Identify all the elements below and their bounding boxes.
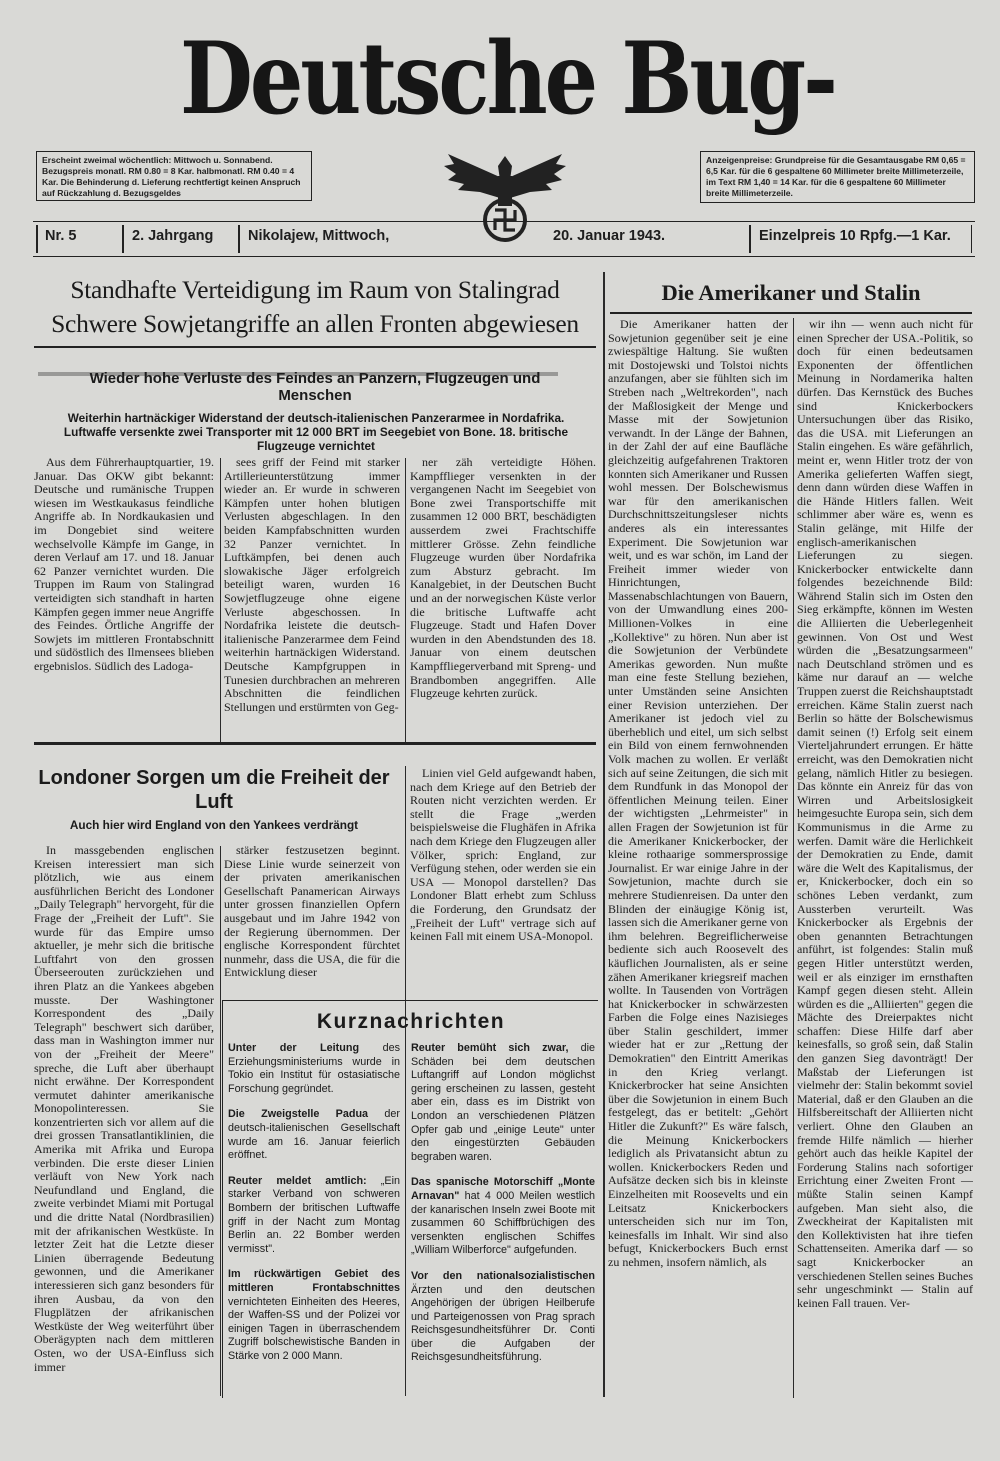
lead-column-3-text: ner zäh verteidigte Höhen. Kampfflieger versenkten in der vergangenen Nacht im Seegebiet von Bone zwei Transportschiffe mit zusammen 12 000 BRT, beschädigten ausserdem zwei Frachtschiffe mittlerer Grösse. Zehn feindliche Flugzeuge wurden über Nordafrika zum Absturz gebracht. Im Kanalgebiet, in der Deutschen Bucht und an der norwegischen Küste verlor die britische Luftwaffe acht Flugzeuge. Stadt und Hafen Dover wurden in den Abendstunden des 18. Januar von einem deutschen Kampffliegerverband mit Spreng- und Brandbomben angegriffen. Alle Flugzeuge kehrten zurück. <box>410 456 596 701</box>
headline-rule <box>610 312 972 314</box>
column-rule <box>603 272 605 1397</box>
dateline-bar <box>33 221 975 257</box>
volume-year: 2. Jahrgang <box>132 228 214 244</box>
short-news-item <box>411 1176 595 1258</box>
short-news-item <box>228 1175 400 1257</box>
headline-rule <box>34 346 596 348</box>
lead-column-1 <box>34 456 214 748</box>
right-headline: Die Amerikaner und Stalin <box>661 280 921 305</box>
lead-column-2-text: sees griff der Feind mit starker Artillerieunterstützung immer wieder an. Er wurde in schweren Kämpfen unter hohen blutigen Verlusten abgeschlagen. In den beiden Kampfabschnitten wurden 32 Panzer vernichtet. In Luftkämpfen, bei denen auch slowakische Jäger erfolgreich beteiligt waren, wurden 16 Sowjetflugzeuge ohne eigene Verluste abgeschossen. In Nordafrika leistete die deutsch-italienische Panzerarmee dem Feind weiterhin hartnäckigen Widerstand. Deutsche Kampfgruppen in Tunesien durchbrachen an mehreren Abschnitten die feindlichen Stellungen und erstürmten von Geg- <box>224 456 400 714</box>
right-column-1-text: Die Amerikaner hatten der Sowjetunion gegenüber seit je eine zwiespältige Haltung. Sie wußten mit Dostojewski und Tolstoi nichts anzufangen, aber sie fühlten sich im Streben nach „Weltrekorden", nach der Maßlosigkeit der Menge und Masse mit der Sowjetunion verwandt. In der Länge der Bahnen, in der Zahl der auf eine Baufläche gleichzeitig aufgefahrenen Traktoren konnten sich Amerikaner und Russen wohl messen. Der Bolschewismus war für den amerikanischen Durchschnittszeitungsleser nichts anderes als ein interessantes Experiment. Die Sowjetunion war weit, und es war schön, im Land der Freiheit immer wieder von Hinrichtungen, Massenabschlachtungen von Bauern, von der Umwandlung eines 200-Millionen-Volkes in eine „Kollektive" zu hören. Nun aber ist die Sowjetunion der Verbündete Amerikas geworden. Nun mußte man eine feste Stellung beziehen, unter Umständen seine Ansichten einer Revision unterziehen. Der Amerikaner ist jedoch viel zu überheblich und eitel, um sich selbst ein Bild von einem fernwohnenden Volk machen zu wollen. Er verläßt sich auf seine Zeitungen, die sich mit dem Rundfunk in das Monopol der öffentlichen Meinung teilen. Einer der wichtigsten „Lehrmeister" in allen Fragen der Sowjetunion ist für die Amerikaner Knickerbocker, der kleine rothaarige sommersprossige Journalist. Er war einige Jahre in der Sowjetunion, machte durch sie mehrere Studienreisen. Da unter den Blinden der einäugige König ist, lassen sich die Amerikaner gerne von ihm belehren. Begreiflicherweise bediente sich auch Roosevelt des käuflichen Journalisten, als er seine zähen Amerikaner kriegsreif machen wollte. In Tausenden von Vorträgen hat Knickerbocker in schwärzesten Farben die Folge eines Nazisieges über Stalin geschildert, immer wieder hat er zur „Rettung der Demokratien" den Eintritt Amerikas in den Krieg verlangt. Knickerbrocker hat seine Ansichten über die Sowjetunion in einem Buch festgelegt, das er betitelt: „Gehört Hitler die Zukunft?" Es wäre falsch, die Meinung Knickerbockers lediglich als Privatansicht abtun zu wollen. Knickerbockers Reden und Aufsätze decken sich bis in kleinste Einzelheiten mit Roosevelts und ein Leitsatz Knickerbockers unterscheiden sich nur im Ton, keinesfalls im Inhalt. Wir sind also befugt, Knickerbockers Buch ernst zu nehmen, insofern nämlich, als <box>608 318 788 1269</box>
london-column-2 <box>224 844 400 984</box>
place-weekday: Nikolajew, Mittwoch, <box>248 228 390 244</box>
london-column-1-text: In massgebenden englischen Kreisen interessiert man sich plötzlich, wie aus einem ausführlichen Bericht des Londoner „Daily Telegraph" hervorgeht, für die Frage der „Freiheit der Luft". Sie wurde für das Empire umso aktueller, je mehr sich die britische Luftfahrt von den grossen Überseerouten zurückziehen und ihren Platz an die Yankees abgeben musste. Der Washingtoner Korrespondent des „Daily Telegraph" beschwert sich darüber, dass man in Washington immer nur von der „Freiheit der Meere" spreche, die Luft aber überhaupt nicht erwähne. Der Korrespondent vermutet dahinter amerikanische Monopolinteressen. Sie konzentrierten sich vor allem auf die drei grossen Transatlantiklinien, die Amerika mit Afrika und Europa verbinden. Die erste dieser Linien verläuft von New York nach Neufundland und England, die zweite verbindet Miami mit Portugal und die dritte Natal (Nordbrasilien) mit der afrikanischen Westküste. In letzter Zeit hat die Letzte dieser Linien überragende Bedeutung gewonnen, und die Amerikaner interessieren sich ganz besonders für ihren Ausbau, da von den Flugplätzen der afrikanischen Westküste der Weg weiterführt über Oberägypten nach dem mittleren Osten, wo der USA-Einfluss sich immer <box>34 844 214 1374</box>
lead-subhead: Wieder hohe Verluste des Feindes an Panzern, Flugzeugen und Menschen <box>89 370 541 404</box>
short-news-lead: Vor den nationalsozialistischen <box>411 1269 595 1282</box>
london-headline: Londoner Sorgen um die Freiheit der Luft <box>38 767 390 813</box>
issue-date: 20. Januar 1943. <box>553 228 666 244</box>
lead-headline-2: Schwere Sowjetangriffe an allen Fronten abgewiesen <box>51 309 579 338</box>
right-column-2-text: wir ihn — wenn auch nicht für einen Sprecher der USA.-Politik, so doch für einen bedeutsamen Exponenten der öffentlichen Meinung in Nordamerika halten dürfen. Das Kernstück des Buches sind Knickerbockers Untersuchungen über das Risiko, das die USA. mit Lieferungen an Stalin eingehen. Es wäre gefährlich, meint er, wenn Hitler trotz der von Amerika gelieferten Waffen siegt, denn dann würden diese Waffen in die Hände Hitlers fallen. Weit schlimmer aber wäre es, wenn es Stalin gelänge, mit Hilfe der englisch-amerikanischen Lieferungen zu siegen. Knickerbocker entwickelte dann folgendes bezeichnende Bild: Während Stalin sich im Osten den Sieg erkämpfte, können im Westen die Alliierten die Ueberlegenheit gewinnen. Von Ost und West würden die „Besatzungsarmeen" nach Deutschland strömen und es käme nur darauf an — welche Truppen zuerst die Reichshauptstadt erreichen. Käme Stalin zuerst nach Berlin so hätte der Bolschewismus damit seinen (!) Erfolg seit einem Vierteljahrundert errungen. Er hätte erreicht, was den Demokratien nicht gelang, nämlich Hitler zu besiegen. Das könnte ein Anreiz für das von Wirren und Arbeitslosigkeit heimgesuchte Europa sein, sich dem Kommunismus in die Arme zu werfen. Damit wäre die Herlichkeit der Demokratien zu Ende, damit wäre die Welt des Kapitalismus, der er, Knickerbocker, doch ein so schönes Leben verdankt, zum Aussterben verurteilt. Was Knickerbocker als Ergebnis der oben genannten Betrachtungen anführt, ist folgendes: Stalin muß gegen Hitler unterstützt werden, weil er als einziger im ernsthaften Kampf gegen diesen steht. Allein würden es die „Alliierten" gegen die Mächte des Dreierpaktes nicht schaffen: Diese Hilfe darf aber keinesfalls, so groß sein, daß Stalin den ganzen Sieg davonträgt! Der Maßstab der Lieferungen ist vielmehr der: Stalin bekommt soviel Material, daß er den Glauben an die Hilfsbereitschaft der Alliierten nicht verliert. Ohne den Glauben an fremde Hilfe nämlich — hierher gehört auch das heikle Kapitel der Forderung Stalins nach sofortiger Errichtung einer Zweiten Front — müßte Stalin seinen Kampf aufgeben. Man sieht also, die Zweckheirat der Kapitalisten mit den Kollektivisten hat ihre tiefen Schattenseiten. Amerika darf — so sagt Knickerbocker an verschiedenen Stellen seines Buches sehr ungeschminkt — Stalin auf keinen Fall trauen. Ver- <box>797 318 973 1310</box>
masthead-title: Deutsche Bug- <box>179 20 836 137</box>
short-news-text: vernichteten Einheiten des Heeres, der Waffen-SS und der Polizei vor einigen Tagen in überraschendem Zugriff bolschewistische Banden in Stärke von 2 000 Mann. <box>228 1295 400 1362</box>
column-rule <box>220 846 221 1396</box>
london-column-2-text: stärker festzusetzen beginnt. Diese Linie wurde seinerzeit von der privaten amerikanischen Gesellschaft Panamerican Airways unter grossen finanziellen Opfern ausgebaut und im Jahre 1942 von der Regierung übernommen. Der englische Korrespondent fürchtet nunmehr, dass die USA, die für die Entwicklung dieser <box>224 844 400 980</box>
short-news-lead: Im rückwärtigen Gebiet des mittleren Frontabschnittes <box>228 1268 400 1294</box>
short-news-text: Ärzten und den deutschen Angehörigen der übrigen Heilberufe und Parteigenossen von Prag sprach Reichsgesundheitsführer Dr. Conti über die Aufgaben der Reichsgesundheitsführung. <box>411 1283 595 1364</box>
short-news-column-1 <box>228 1042 400 1398</box>
short-news-item <box>228 1268 400 1363</box>
column-rule <box>405 458 406 744</box>
right-column-1 <box>608 318 788 1400</box>
london-column-3-text: Linien viel Geld aufgewandt haben, nach dem Kriege auf den Betrieb der Routen nicht verzichten werden. Er stellt die Frage „werden beispielsweise die Flughäfen in Afrika nach dem Kriege den Flugzeugen aller Völker, sprich: England, zur Verfügung stehen, oder werden sie ein USA — Monopol darstellen? Das Londoner Blatt erhebt zum Schluss die Forderung, den Grundsatz der „Freiheit der Luft" vertrage sich auf keinen Fall mit einem USA-Monopol. <box>410 767 596 944</box>
right-column-2 <box>797 318 973 1400</box>
lead-column-3 <box>410 456 596 748</box>
short-news-text: die Schäden bei dem deutschen Luftangriff auf London möglichst gering erscheinen zu lassen, gesteht aber ein, dass es im Distrikt von London an verschiedenen Plätzen Opfer gab und „einige Leute" unter den eingestürzten Gebäuden begraben waren. <box>411 1042 595 1163</box>
short-news-text: der deutsch-italienischen Gesellschaft wurde am 16. Januar feierlich eröffnet. <box>228 1108 400 1162</box>
short-news-lead: Reuter meldet amtlich: <box>228 1174 367 1187</box>
column-rule <box>220 458 221 744</box>
short-news-column-2 <box>411 1042 595 1398</box>
lead-column-2 <box>224 456 400 748</box>
short-news-item <box>411 1042 595 1164</box>
short-news-lead: Das spanische Motorschiff „Monte Arnavan" <box>411 1176 595 1202</box>
london-subhead: Auch hier wird England von den Yankees verdrängt <box>69 818 359 832</box>
short-news-text: des Erziehungsministeriums wurde in Tokio ein Institut für ostasiatische Forschung gegründet. <box>228 1042 400 1095</box>
lead-column-1-text: Aus dem Führerhauptquartier, 19. Januar. Das OKW gibt bekannt: Deutsche und rumänische Truppen wiesen im Westkaukasus feindliche Angriffe ab. In Nordkaukasien und im Dongebiet sind weitere wechselvolle Kämpfe im Gange, in deren Verlauf am 17. und 18. Januar 62 Panzer vernichtet wurden. Die Truppen im Raum von Stalingrad verteidigten sich standhaft in harten Kämpfen gegen immer neue Angriffe des Feindes. Örtliche Angriffe der Sowjets im mittleren Frontabschnitt und südöstlich des Ilmensees blieben ergebnislos. Südlich des Ladoga- <box>34 456 214 673</box>
short-news-lead: Die Zweigstelle Padua <box>228 1108 369 1121</box>
short-news-text: „Ein starker Verband von schweren Bombern der britischen Luftwaffe griff in der Nacht zum Montag Berlin an. 22 Bomber werden vermisst". <box>228 1174 400 1255</box>
column-rule <box>793 318 794 1398</box>
subscription-info-box: Erscheint zweimal wöchentlich: Mittwoch u. Sonnabend. Bezugspreis monatl. RM 0.80 = 8 Kar. halbmonatl. RM 0.40 = 4 Kar. Die Behinderung d. Lieferung rechtfertigt keinen Anspruch auf Rückzahlung d. Bezugsgeldes <box>36 151 312 201</box>
london-column-3 <box>410 767 596 999</box>
subhead-band <box>38 372 558 376</box>
short-news-lead: Unter der Leitung <box>228 1042 360 1054</box>
issue-number: Nr. 5 <box>45 228 77 244</box>
short-news-item <box>228 1042 400 1096</box>
short-news-item <box>228 1108 400 1162</box>
short-news-text: hat 4 000 Meilen westlich der kanarischen Inseln zwei Boote mit zusammen 60 Schiffbrüchigen des versenkten englischen Schiffes „William Wilberforce" aufgefunden. <box>411 1189 595 1257</box>
advertising-rates-box: Anzeigenpreise: Grundpreise für die Gesamtausgabe RM 0,65 = 6,5 Kar. für die 6 gespaltene 60 Millimeter breite Millimeterzeile, im Text RM 1,40 = 14 Kar. für die 6 gespaltene 60 Millimeter breite Millimeterzeile. <box>700 151 975 203</box>
section-rule <box>34 742 596 745</box>
issue-price: Einzelpreis 10 Rpfg.—1 Kar. <box>759 228 951 244</box>
short-news-item <box>411 1270 595 1365</box>
london-column-1 <box>34 844 214 1394</box>
short-news-lead: Reuter bemüht sich zwar, <box>411 1042 569 1054</box>
lead-deck: Weiterhin hartnäckiger Widerstand der deutsch-italienischen Panzerarmee in Nordafrika. Luftwaffe versenkte zwei Transporter mit 12 000 BRT im Seegebiet von Bone. 18. britische Flugzeuge vernichtet <box>63 411 569 453</box>
short-news-headline: Kurznachrichten <box>316 1010 506 1033</box>
lead-headline-1: Standhafte Verteidigung im Raum von Stalingrad <box>70 275 560 304</box>
